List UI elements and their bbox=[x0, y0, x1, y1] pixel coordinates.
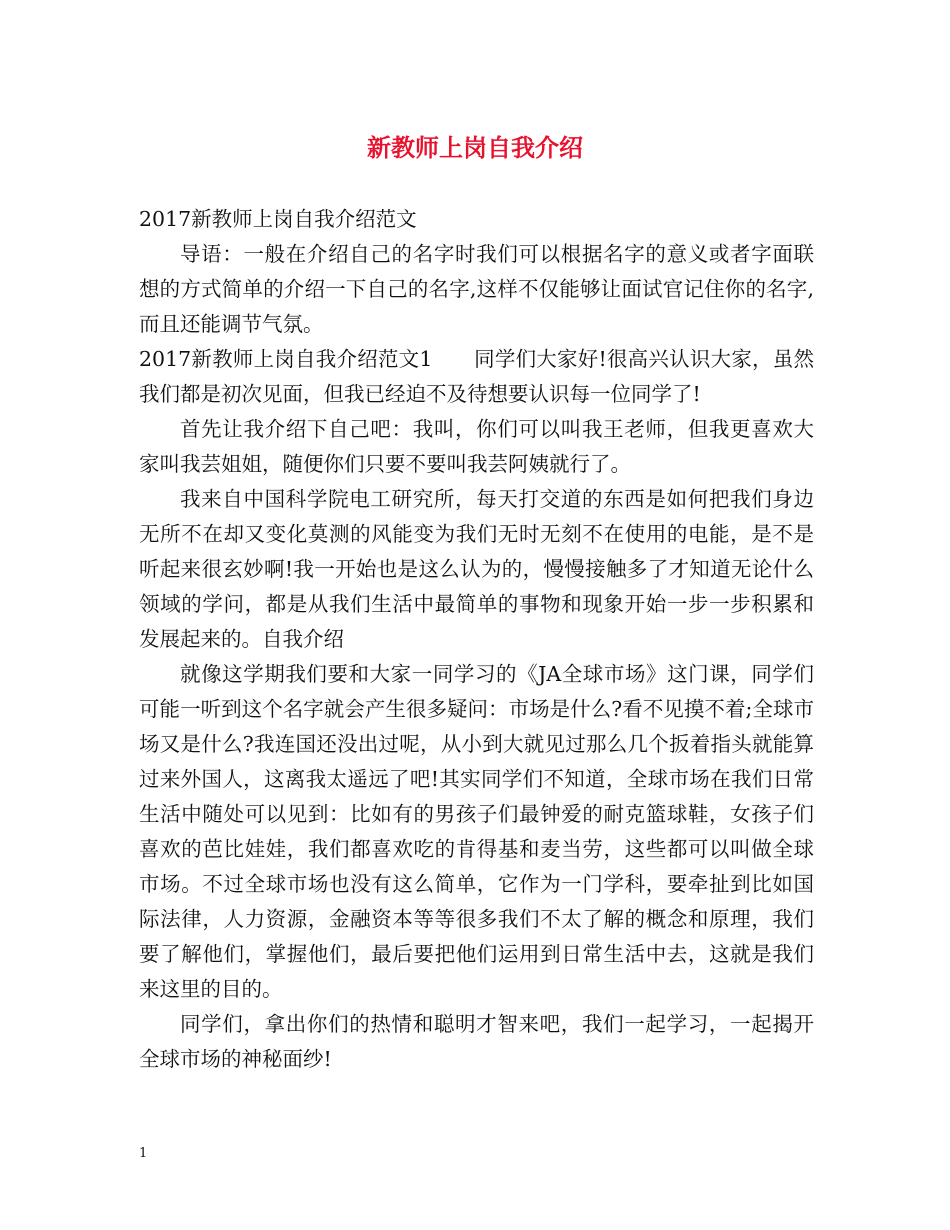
background-paragraph: 我来自中国科学院电工研究所，每天打交道的东西是如何把我们身边无所不在却又变化莫测的风能变为我们无时无刻不在使用的电能，是不是听起来很玄妙啊!我一开始也是这么认为的，慢慢接触多了才知道无论什么领域的学问，都是从我们生活中最简单的事物和现象开始一步一步积累和发展起来的。自我介绍 bbox=[139, 487, 814, 651]
intro-paragraph: 导语：一般在介绍自己的名字时我们可以根据名字的意义或者字面联想的方式简单的介绍一下自己的名字,这样不仅能够让面试官记住你的名字,而且还能调节气氛。 bbox=[139, 242, 814, 336]
document-title: 新教师上岗自我介绍 bbox=[367, 133, 583, 162]
closing-paragraph: 同学们，拿出你们的热情和聪明才智来吧，我们一起学习，一起揭开全球市场的神秘面纱! bbox=[139, 1012, 814, 1071]
page-number: 1 bbox=[139, 1146, 148, 1161]
subtitle-paragraph: 2017新教师上岗自我介绍范文 bbox=[139, 207, 417, 231]
course-paragraph: 就像这学期我们要和大家一同学习的《JA全球市场》这门课，同学们可能一听到这个名字就会产生很多疑问：市场是什么?看不见摸不着;全球市场又是什么?我连国还没出过呢，从小到大就见过那么几个扳着指头就能算过来外国人，这离我太遥远了吧!其实同学们不知道，全球市场在我们日常生活中随处可以见到：比如有的男孩子们最钟爱的耐克篮球鞋，女孩子们喜欢的芭比娃娃，我们都喜欢吃的肯得基和麦当劳，这些都可以叫做全球市场。不过全球市场也没有这么简单，它作为一门学科，要牵扯到比如国际法律，人力资源，金融资本等等很多我们不太了解的概念和原理，我们要了解他们，掌握他们，最后要把他们运用到日常生活中去，这就是我们来这里的目的。 bbox=[139, 662, 814, 1001]
self-intro-paragraph: 首先让我介绍下自己吧：我叫，你们可以叫我王老师，但我更喜欢大家叫我芸姐姐，随便你们只要不要叫我芸阿姨就行了。 bbox=[139, 417, 814, 476]
sample-heading-paragraph: 2017新教师上岗自我介绍范文1 同学们大家好!很高兴认识大家，虽然我们都是初次见面，但我已经迫不及待想要认识每一位同学了! bbox=[139, 347, 814, 406]
document-body bbox=[139, 202, 814, 1077]
